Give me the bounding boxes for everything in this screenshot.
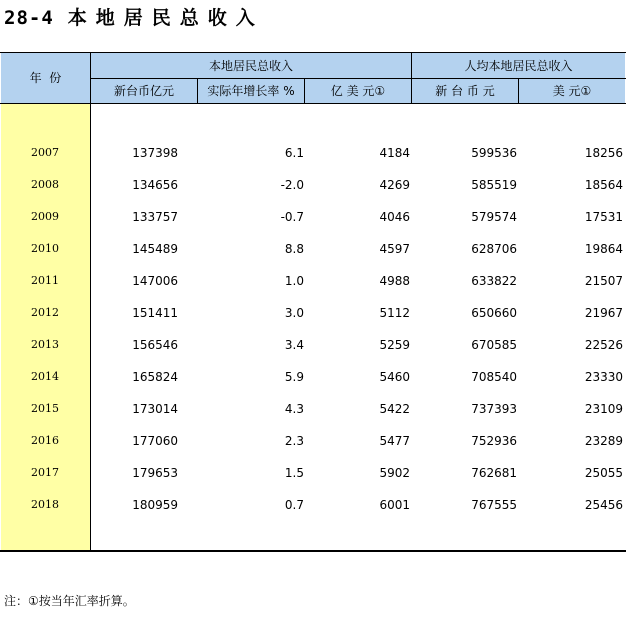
cell-growth-rate: -0.7 (280, 210, 304, 224)
header-col-ntd-billion: 新台币亿元 (91, 79, 197, 103)
header-divider-3 (411, 52, 412, 103)
cell-usd-billion: 5259 (379, 338, 410, 352)
cell-growth-rate: 6.1 (284, 146, 304, 160)
cell-year: 2017 (31, 466, 59, 479)
cell-year: 2007 (31, 146, 59, 159)
cell-usd-billion: 5460 (379, 370, 410, 384)
table-row (0, 393, 626, 425)
cell-usd-per-capita: 23289 (584, 434, 623, 448)
cell-usd-per-capita: 21967 (584, 306, 623, 320)
cell-ntd-billion: 137398 (132, 146, 178, 160)
cell-year: 2013 (31, 338, 59, 351)
table-row (0, 201, 626, 233)
cell-ntd-billion: 147006 (132, 274, 178, 288)
cell-growth-rate: 8.8 (284, 242, 304, 256)
cell-usd-billion: 4597 (379, 242, 410, 256)
cell-usd-per-capita: 17531 (584, 210, 623, 224)
cell-usd-per-capita: 18256 (584, 146, 623, 160)
cell-usd-billion: 5422 (379, 402, 410, 416)
header-col-ntd-per-capita: 新 台 币 元 (412, 79, 518, 103)
cell-ntd-per-capita: 762681 (471, 466, 517, 480)
cell-ntd-per-capita: 628706 (471, 242, 517, 256)
cell-ntd-billion: 177060 (132, 434, 178, 448)
table-row (0, 361, 626, 393)
cell-usd-per-capita: 21507 (584, 274, 623, 288)
table-number: 28-4 (4, 7, 54, 29)
cell-growth-rate: -2.0 (280, 178, 304, 192)
cell-ntd-per-capita: 633822 (471, 274, 517, 288)
cell-usd-billion: 5902 (379, 466, 410, 480)
cell-ntd-billion: 173014 (132, 402, 178, 416)
cell-usd-billion: 4269 (379, 178, 410, 192)
cell-year: 2015 (31, 402, 59, 415)
cell-year: 2011 (31, 274, 59, 287)
table-bottom-rule (0, 550, 626, 552)
cell-ntd-billion: 151411 (132, 306, 178, 320)
cell-growth-rate: 5.9 (284, 370, 304, 384)
cell-growth-rate: 1.5 (284, 466, 304, 480)
cell-usd-per-capita: 22526 (584, 338, 623, 352)
table-row (0, 425, 626, 457)
table-row (0, 457, 626, 489)
cell-ntd-per-capita: 708540 (471, 370, 517, 384)
cell-year: 2014 (31, 370, 59, 383)
header-group-per-capita: 人均本地居民总收入 (412, 53, 625, 78)
income-table (0, 52, 626, 552)
cell-ntd-billion: 145489 (132, 242, 178, 256)
cell-ntd-per-capita: 599536 (471, 146, 517, 160)
cell-ntd-billion: 165824 (132, 370, 178, 384)
cell-usd-billion: 5112 (379, 306, 410, 320)
cell-usd-per-capita: 19864 (584, 242, 623, 256)
header-col-usd-billion: 亿 美 元① (305, 79, 411, 103)
cell-ntd-per-capita: 767555 (471, 498, 517, 512)
header-mid-rule (91, 78, 626, 79)
header-col-usd-per-capita: 美 元① (519, 79, 625, 103)
cell-year: 2012 (31, 306, 59, 319)
header-col-growth-rate: 实际年增长率 % (198, 79, 304, 103)
header-year: 年 份 (1, 53, 90, 103)
cell-usd-per-capita: 25055 (584, 466, 623, 480)
cell-growth-rate: 3.4 (284, 338, 304, 352)
cell-growth-rate: 2.3 (284, 434, 304, 448)
header-group-total-income: 本地居民总收入 (91, 53, 411, 78)
cell-usd-billion: 4184 (379, 146, 410, 160)
cell-year: 2018 (31, 498, 59, 511)
cell-year: 2010 (31, 242, 59, 255)
header-divider-1 (197, 78, 198, 103)
table-row (0, 137, 626, 169)
cell-year: 2009 (31, 210, 59, 223)
table-row (0, 265, 626, 297)
table-top-rule (0, 52, 626, 53)
cell-ntd-billion: 134656 (132, 178, 178, 192)
cell-ntd-per-capita: 737393 (471, 402, 517, 416)
cell-ntd-billion: 156546 (132, 338, 178, 352)
cell-usd-billion: 5477 (379, 434, 410, 448)
cell-ntd-per-capita: 579574 (471, 210, 517, 224)
table-row (0, 233, 626, 265)
cell-usd-per-capita: 23330 (584, 370, 623, 384)
cell-ntd-per-capita: 650660 (471, 306, 517, 320)
table-row (0, 297, 626, 329)
cell-growth-rate: 1.0 (284, 274, 304, 288)
cell-growth-rate: 0.7 (284, 498, 304, 512)
cell-ntd-per-capita: 752936 (471, 434, 517, 448)
cell-usd-per-capita: 25456 (584, 498, 623, 512)
cell-usd-per-capita: 18564 (584, 178, 623, 192)
cell-usd-per-capita: 23109 (584, 402, 623, 416)
cell-growth-rate: 4.3 (284, 402, 304, 416)
cell-growth-rate: 3.0 (284, 306, 304, 320)
header-divider-2 (304, 78, 305, 103)
table-title (4, 4, 264, 32)
table-row (0, 329, 626, 361)
table-row (0, 169, 626, 201)
table-row (0, 489, 626, 521)
cell-usd-billion: 4988 (379, 274, 410, 288)
cell-year: 2016 (31, 434, 59, 447)
cell-usd-billion: 4046 (379, 210, 410, 224)
cell-ntd-billion: 180959 (132, 498, 178, 512)
footnote: 注：①按当年汇率折算。 (4, 594, 135, 608)
header-divider-4 (518, 78, 519, 103)
header-bottom-rule (0, 103, 626, 104)
cell-usd-billion: 6001 (379, 498, 410, 512)
cell-ntd-billion: 133757 (132, 210, 178, 224)
cell-ntd-per-capita: 585519 (471, 178, 517, 192)
table-title-text: 本地居民总收入 (67, 7, 264, 29)
cell-ntd-billion: 179653 (132, 466, 178, 480)
cell-year: 2008 (31, 178, 59, 191)
cell-ntd-per-capita: 670585 (471, 338, 517, 352)
